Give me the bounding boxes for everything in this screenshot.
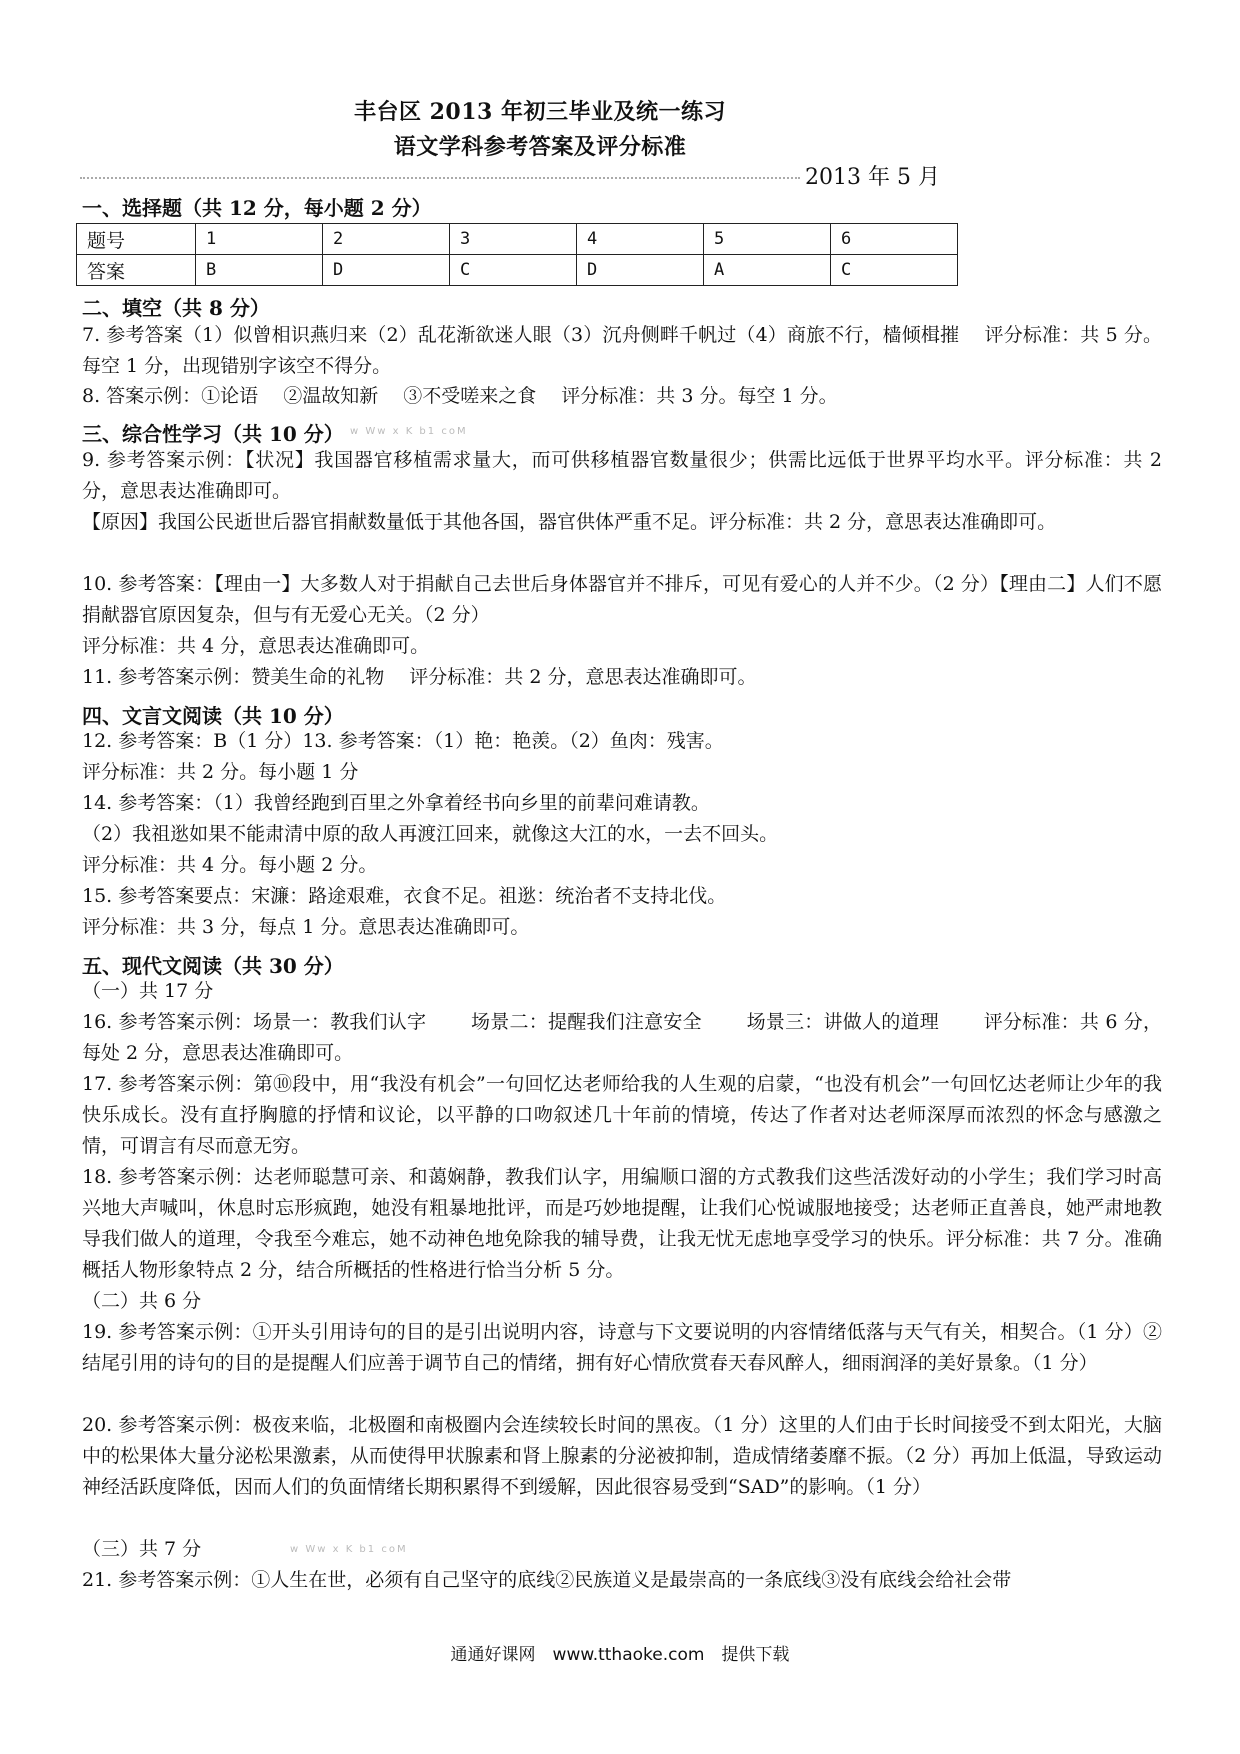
footer-source: 通通好课网 www.tthaoke.com 提供下载 [450,1645,790,1665]
answer-18: 18. 参考答案示例：达老师聪慧可亲、和蔼娴静，教我们认字，用编顺口溜的方式教我们这些活泼好动的小学生；我们学习时高兴地大声喊叫，休息时忘形疯跑，她没有粗暴地批评，而是巧妙地提醒，让我们心悦诚服地接受；达老师正直善良，她严肃地教导我们做人的道理，令我至今难忘，她不动神色地免除我的辅导费，让我无忧无虑地享受学习的快乐。评分标准：共 7 分。准确概括人物形象特点 2 分，结合所概括的性格进行恰当分析 5 分。 [82,1166,1162,1281]
table-cell: A [704,255,831,286]
document-date: 2013 年 5 月 [805,165,940,190]
section-heading-1: 一、选择题（共 12 分，每小题 2 分） [82,196,432,220]
table-cell: B [196,255,323,286]
answer-10: 10. 参考答案：【理由一】大多数人对于捐献自己去世后身体器官并不排斥，可见有爱心的人并不少。（2 分）【理由二】人们不愿捐献器官原因复杂，但与有无爱心无关。（2 分） [82,573,1162,626]
date-line [80,160,940,190]
table-cell: D [323,255,450,286]
watermark: w Ww x K b1 coM [350,426,468,437]
section-heading-5: 五、现代文阅读（共 30 分） [82,954,344,978]
table-cell: 3 [450,224,577,255]
table-row [77,255,958,286]
answer-15: 15. 参考答案要点：宋濂：路途艰难，衣食不足。祖逖：统治者不支持北伐。 [82,885,727,907]
answer-14-2: （2）我祖逖如果不能肃清中原的敌人再渡江回来，就像这大江的水，一去不回头。 [82,823,779,845]
answer-7: 7. 参考答案（1）似曾相识燕归来（2）乱花渐欲迷人眼（3）沉舟侧畔千帆过（4）商旅不行，樯倾楫摧 评分标准：共 5 分。每空 1 分，出现错别字该空不得分。 [82,324,1162,377]
section-heading-2: 二、填空（共 8 分） [82,296,270,320]
table-cell: C [450,255,577,286]
answer-14-scoring: 评分标准：共 4 分。每小题 2 分。 [82,854,378,876]
answer-8: 8. 答案示例：①论语 ②温故知新 ③不受嗟来之食 评分标准：共 3 分。每空 1 分。 [82,385,838,407]
group-heading-2: （二）共 6 分 [82,1290,202,1312]
answer-10-scoring: 评分标准：共 4 分，意思表达准确即可。 [82,635,430,657]
answer-11: 11. 参考答案示例：赞美生命的礼物 评分标准：共 2 分，意思表达准确即可。 [82,666,757,688]
table-row [77,224,958,255]
table-cell: 2 [323,224,450,255]
watermark: w Ww x K b1 coM [290,1544,408,1555]
group-heading-1: （一）共 17 分 [82,980,214,1002]
answer-15-scoring: 评分标准：共 3 分，每点 1 分。意思表达准确即可。 [82,916,530,938]
answer-12-13-scoring: 评分标准：共 2 分。每小题 1 分 [82,761,359,783]
answer-table [76,223,958,286]
answer-20: 20. 参考答案示例：极夜来临，北极圈和南极圈内会连续较长时间的黑夜。（1 分）这里的人们由于长时间接受不到太阳光，大脑中的松果体大量分泌松果激素，从而使得甲状腺素和肾上腺素的分泌被抑制，造成情绪萎靡不振。（2 分）再加上低温，导致运动神经活跃度降低，因而人们的负面情绪长期积累得不到缓解，因此很容易受到“SAD”的影响。（1 分） [82,1414,1162,1498]
answer-12-13: 12. 参考答案：B（1 分）13. 参考答案：（1）艳：艳羡。（2）鱼肉：残害。 [82,730,724,752]
table-row-label: 题号 [77,224,196,255]
table-cell: 6 [831,224,958,255]
answer-21: 21. 参考答案示例：①人生在世，必须有自己坚守的底线②民族道义是最崇高的一条底线③没有底线会给社会带 [82,1569,1012,1591]
dotted-divider [80,177,800,179]
table-cell: 4 [577,224,704,255]
answer-17: 17. 参考答案示例：第⑩段中，用“我没有机会”一句回忆达老师给我的人生观的启蒙，“也没有机会”一句回忆达老师让少年的我快乐成长。没有直抒胸臆的抒情和议论，以平静的口吻叙述几十年前的情境，传达了作者对达老师深厚而浓烈的怀念与感激之情，可谓言有尽而意无穷。 [82,1073,1162,1157]
answer-19: 19. 参考答案示例：①开头引用诗句的目的是引出说明内容，诗意与下文要说明的内容情绪低落与天气有关，相契合。（1 分）②结尾引用的诗句的目的是提醒人们应善于调节自己的情绪，拥有好心情欣赏春天春风醉人，细雨润泽的美好景象。（1 分） [82,1321,1162,1374]
group-heading-3: （三）共 7 分 [82,1538,202,1560]
page-subtitle: 语文学科参考答案及评分标准 [393,134,687,160]
section-heading-4: 四、文言文阅读（共 10 分） [82,704,344,728]
table-cell: 1 [196,224,323,255]
answer-9: 9. 参考答案示例：【状况】我国器官移植需求量大，而可供移植器官数量很少；供需比远低于世界平均水平。评分标准：共 2 分，意思表达准确即可。 [82,449,1162,502]
page-title: 丰台区 2013 年初三毕业及统一练习 [353,99,727,125]
section-heading-3: 三、综合性学习（共 10 分） [82,422,344,446]
answer-9-reason: 【原因】我国公民逝世后器官捐献数量低于其他各国，器官供体严重不足。评分标准：共 2 分，意思表达准确即可。 [82,511,1057,533]
answer-14-1: 14. 参考答案：（1）我曾经跑到百里之外拿着经书向乡里的前辈问难请教。 [82,792,710,814]
table-cell: D [577,255,704,286]
table-cell: 5 [704,224,831,255]
table-cell: C [831,255,958,286]
answer-16: 16. 参考答案示例：场景一：教我们认字 场景二：提醒我们注意安全 场景三：讲做人的道理 评分标准：共 6 分，每处 2 分，意思表达准确即可。 [82,1011,1162,1064]
table-row-label: 答案 [77,255,196,286]
